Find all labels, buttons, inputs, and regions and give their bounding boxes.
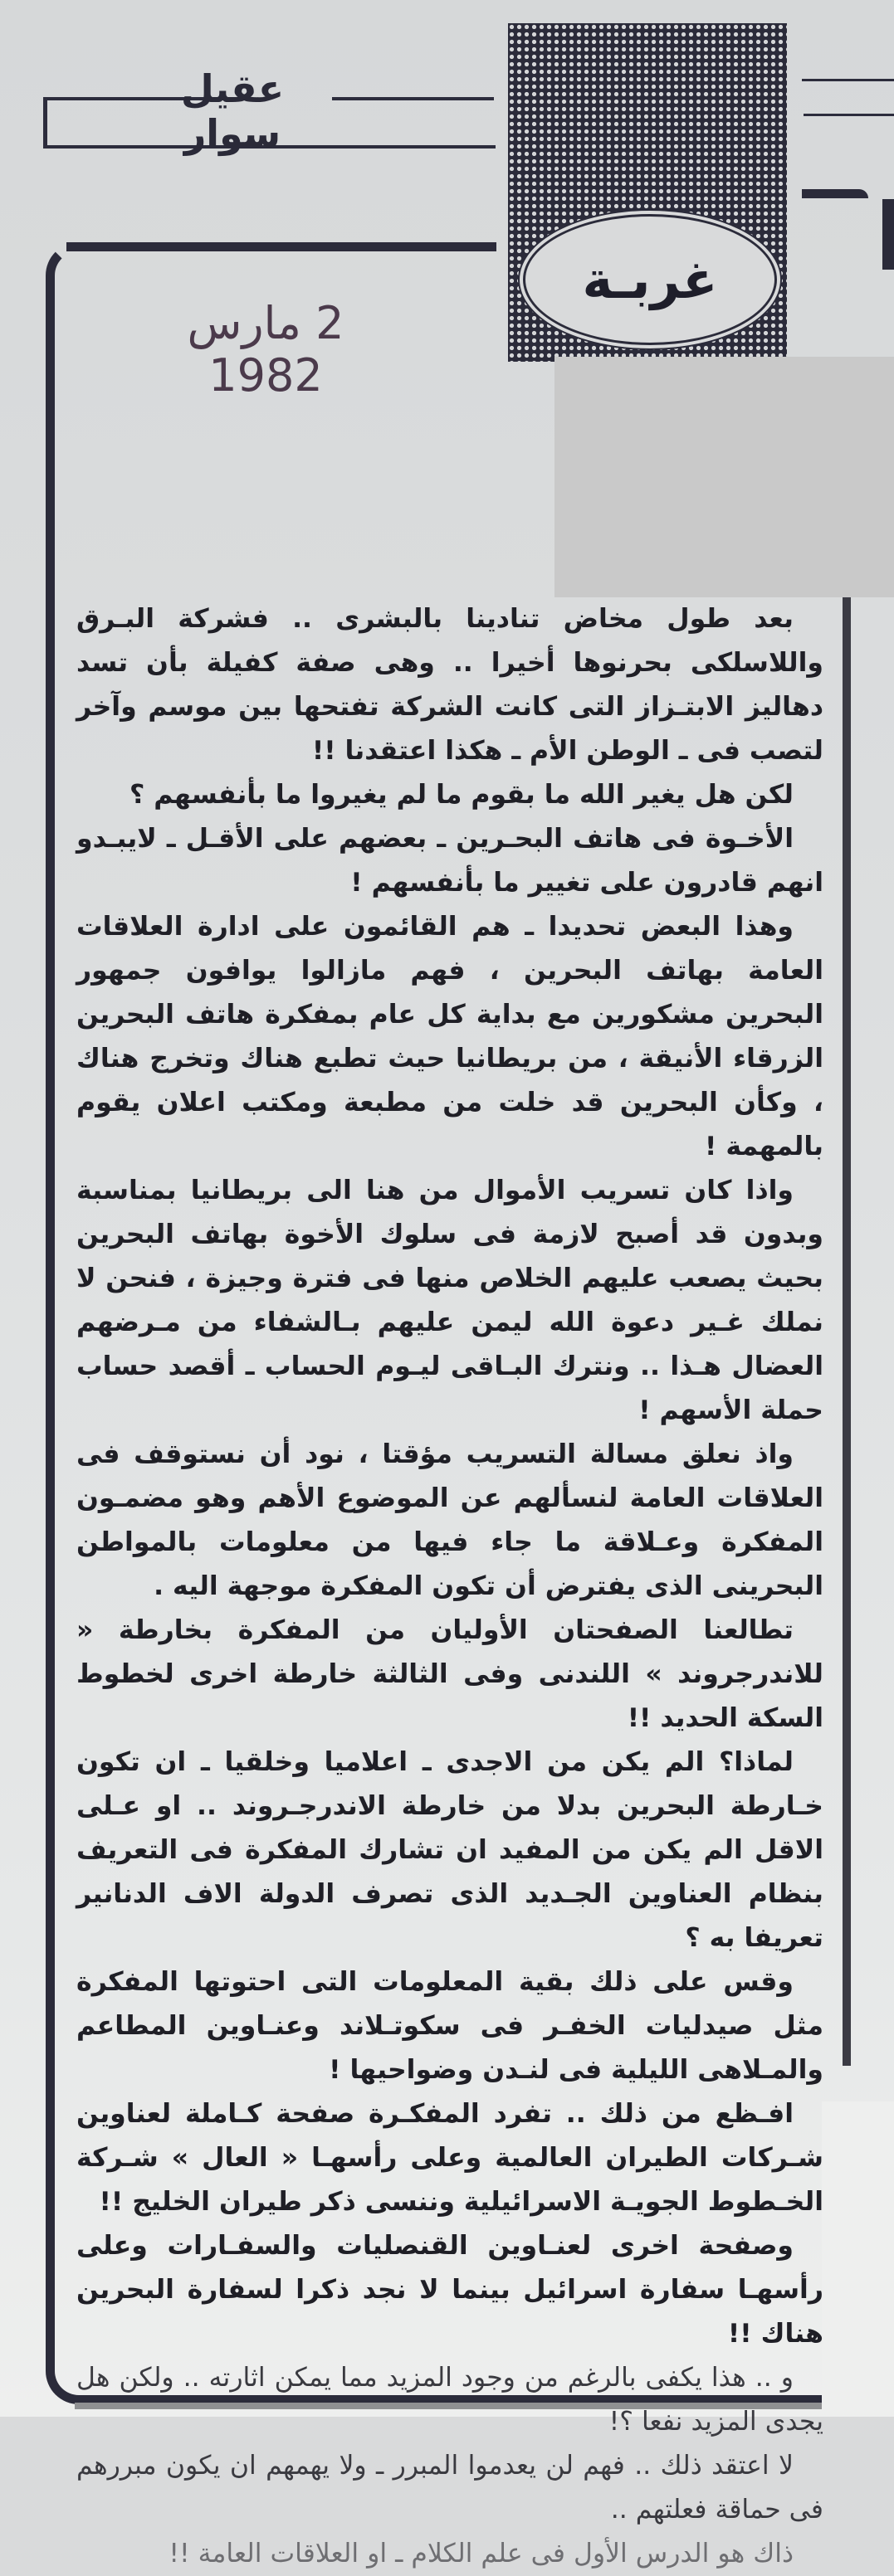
- publication-date: 2 مارس 1982: [187, 297, 344, 402]
- paragraph: الأخـوة فى هاتف البحـرين ـ بعضهم على الأقـل ـ لايبـدو انهم قادرون على تغيير ما بأنفسهم !: [76, 824, 823, 898]
- frame-rule: [66, 242, 496, 251]
- paragraph: وصفحة اخرى لعنـاوين القنصليات والسفـارات وعلى رأسهـا سفارة اسرائيل بينما لا نجد ذكرا لسفارة البحرين هناك !!: [76, 2231, 823, 2349]
- article-body: [76, 597, 823, 2576]
- paragraph: بعد طول مخاض تنادينا بالبشرى .. فشركة البـرق واللاسلكى بحرنوها أخيرا .. وهى صفة كفيلة بأن تسد دهاليز الابتـزاز التى كانت الشركة تفتحها بين موسم وآخر لتصب فى ـ الوطن الأم ـ هكذا اعتقدنا !!: [76, 604, 823, 766]
- byline-rule: [802, 79, 894, 81]
- column-title: غربـة: [582, 249, 718, 310]
- author-name: عقيل سوار: [180, 66, 285, 156]
- paragraph: لماذا؟ الم يكن من الاجدى ـ اعلاميا وخلقيا ـ ان تكون خـارطة البحرين بدلا من خارطة الاندرجـروند .. او عـلى الاقل الم يكن من المفيد ان تشارك المفكرة فى التعريف بنظام العناوين الجـديد الذى تصرف الدولة الاف الدنانير تعريفا به ؟: [76, 1747, 823, 1953]
- paragraph: تطالعنا الصفحتان الأوليان من المفكرة بخارطة « للاندرجروند » اللندنى وفى الثالثة خارطة اخرى لخطوط السكة الحديد !!: [76, 1615, 823, 1733]
- paragraph: وهذا البعض تحديدا ـ هم القائمون على ادارة العلاقات العامة بهاتف البحرين ، فهم مازالوا يوافون جمهور البحرين مشكورين مع بداية كل عام بمفكرة هاتف البحرين الزرقاء الأنيقة ، من بريطانيا حيث تطبع هناك وتخرج هناك ، وكأن البحرين قد خلت من مطبعة ومكتب اعلان يقوم بالمهمة !: [76, 912, 823, 1161]
- paragraph: واذ نعلق مسالة التسريب مؤقتا ، نود أن نستوقف فى العلاقات العامة لنسألهم عن الموضوع الأهم وهو مضمـون المفكرة وعـلاقة ما جاء فيها من معلومات بالمواطن البحرينى الذى يفترض أن تكون المفكرة موجهة اليه .: [76, 1439, 823, 1601]
- paragraph: و .. هذا يكفى بالرغم من وجود المزيد مما يمكن اثارته .. ولكن هل يجدى المزيد نفعا ؟!: [76, 2363, 823, 2437]
- frame-rule: [802, 189, 868, 198]
- paragraph: ذاك هو الدرس الأول فى علم الكلام ـ او العلاقات العامة !!: [169, 2539, 794, 2569]
- frame-rule: [882, 199, 894, 270]
- paragraph: وقس على ذلك بقية المعلومات التى احتوتها المفكرة مثل صيدليات الخفـر فى سكوتـلاند وعنـاوين المطاعم والمـلاهى الليلية فى لنـدن وضواحيها !: [76, 1967, 823, 2085]
- paragraph: افـظع من ذلك .. تفرد المفكـرة صفحة كـاملة لعناوين شـركات الطيران العالمية وعلى رأسهـا « العال » شـركة الخـطوط الجويـة الاسرائيلية وننسى ذكر طيران الخليج !!: [76, 2099, 823, 2217]
- byline-bracket: [43, 97, 47, 149]
- frame-rule: [843, 597, 851, 2066]
- paragraph: واذا كان تسريب الأموال من هنا الى بريطانيا بمناسبة وبدون قد أصبح لازمة فى سلوك الأخوة بهاتف البحرين بحيث يصعب عليهم الخلاص منها فى فترة وجيزة ، فنحن لا نملك غـير دعوة الله ليمن عليهم بـالشفاء من مـرضهم العضال هـذا .. ونترك البـاقى ليـوم الحساب ـ أقصد حساب حملة الأسهم !: [76, 1176, 823, 1425]
- paragraph: لا اعتقد ذلك .. فهم لن يعدموا المبرر ـ ولا يهمهم ان يكون مبررهم فى حماقة فعلتهم ..: [76, 2451, 823, 2525]
- byline-rule: [804, 114, 894, 116]
- byline-rule: [332, 97, 494, 100]
- redaction-patch: [554, 357, 894, 597]
- paragraph: لكن هل يغير الله ما بقوم ما لم يغيروا ما بأنفسهم ؟: [129, 780, 794, 810]
- redaction-patch: [822, 2101, 894, 2417]
